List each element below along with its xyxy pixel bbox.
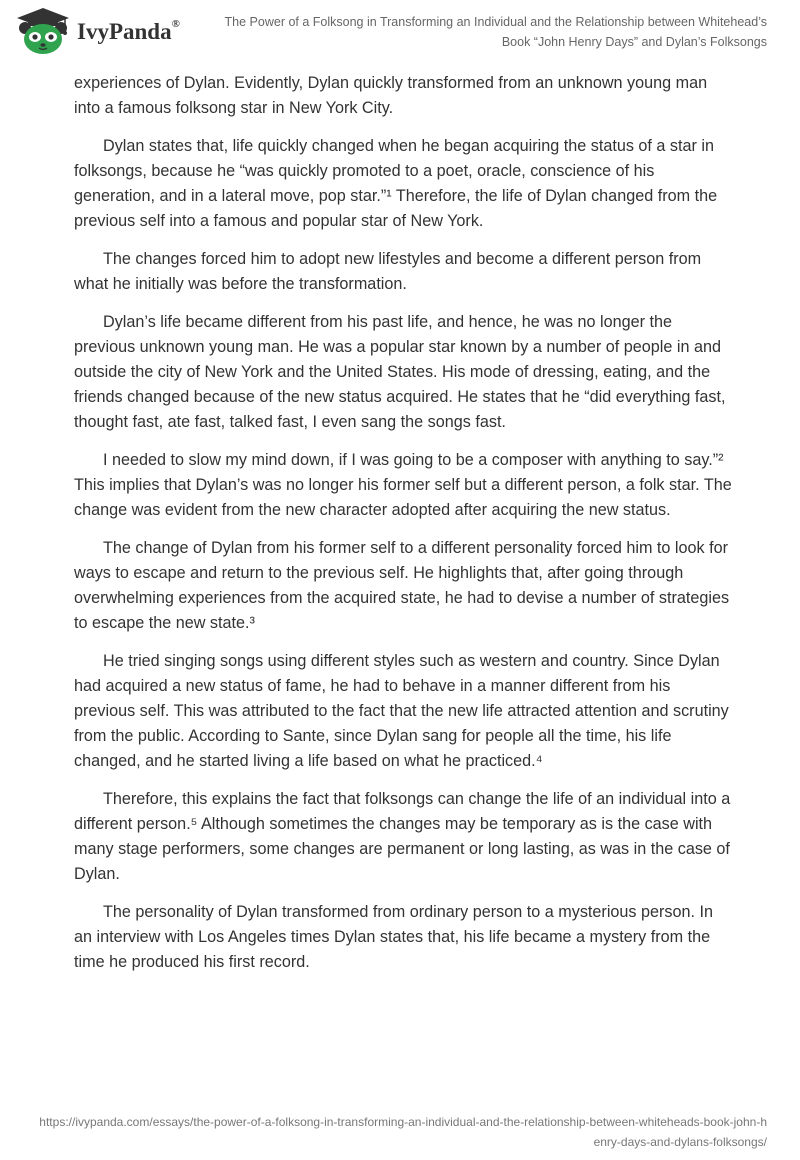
paragraph: The change of Dylan from his former self to a different personality forced him to look for ways to escape and return to the previous self. He highlights that, after going through overwhelming experiences from the acquired state, he had to devise a number of strategies to escape the new state.³ (74, 539, 730, 632)
paragraph: Therefore, this explains the fact that folksongs can change the life of an individual into a different person.⁵ Although sometimes the changes may be temporary as is the case with many stage performers, some changes are permanent or long lasting, as was in the case of Dylan. (74, 790, 731, 883)
paragraph: He tried singing songs using different styles such as western and country. Since Dylan had acquired a new status of fame, he had to behave in a manner different from his previous self. This was attributed to the fact that the new life attracted attention and scrutiny from the public. According to Sante, since Dylan sang for people all the time, his life changed, and he started living a life based on what he practiced.⁴ (74, 652, 729, 770)
page-header (0, 0, 800, 64)
paragraph: I needed to slow my mind down, if I was going to be a composer with anything to say.”² This implies that Dylan’s was no longer his former self but a different person, a folk star. The change was evident from the new character adopted after acquiring the new status. (74, 451, 732, 519)
source-url[interactable]: https://ivypanda.com/essays/the-power-of-a-folksong-in-transforming-an-individual-and-the-relationship-between-whiteheads-book-john-henry-days-and-dylans-folksongs/ (39, 1115, 767, 1149)
paragraph: experiences of Dylan. Evidently, Dylan quickly transformed from an unknown young man into a famous folksong star in New York City. (74, 74, 708, 117)
trademark-symbol: ® (171, 18, 180, 31)
paragraph: The changes forced him to adopt new lifestyles and become a different person from what he initially was before the transformation. (74, 250, 702, 293)
essay-body (74, 71, 734, 988)
paragraph: Dylan states that, life quickly changed when he began acquiring the status of a star in folksongs, because he “was quickly promoted to a poet, oracle, conscience of his generation, and in a lateral move, pop star.”¹ Therefore, the life of Dylan changed from the previous self into a famous and popular star of New York. (74, 137, 718, 230)
logo[interactable] (15, 6, 180, 56)
brand-name (77, 19, 180, 45)
document-title: The Power of a Folksong in Transforming an Individual and the Relationship between Whitehead’s Book “John Henry Days” and Dylan’s Folksongs (224, 15, 767, 49)
paragraph: Dylan’s life became different from his past life, and hence, he was no longer the previous unknown young man. He was a popular star known by a number of people in and outside the city of New York and the United States. His mode of dressing, eating, and the friends changed because of the new status acquired. He states that he “did everything fast, thought fast, ate fast, talked fast, I even sang the songs fast. (74, 313, 726, 431)
brand-label: IvyPanda (77, 19, 172, 44)
panda-graduation-cap-icon (15, 6, 71, 56)
paragraph: The personality of Dylan transformed from ordinary person to a mysterious person. In an interview with Los Angeles times Dylan states that, his life became a mystery from the time he produced his first record. (74, 903, 714, 971)
